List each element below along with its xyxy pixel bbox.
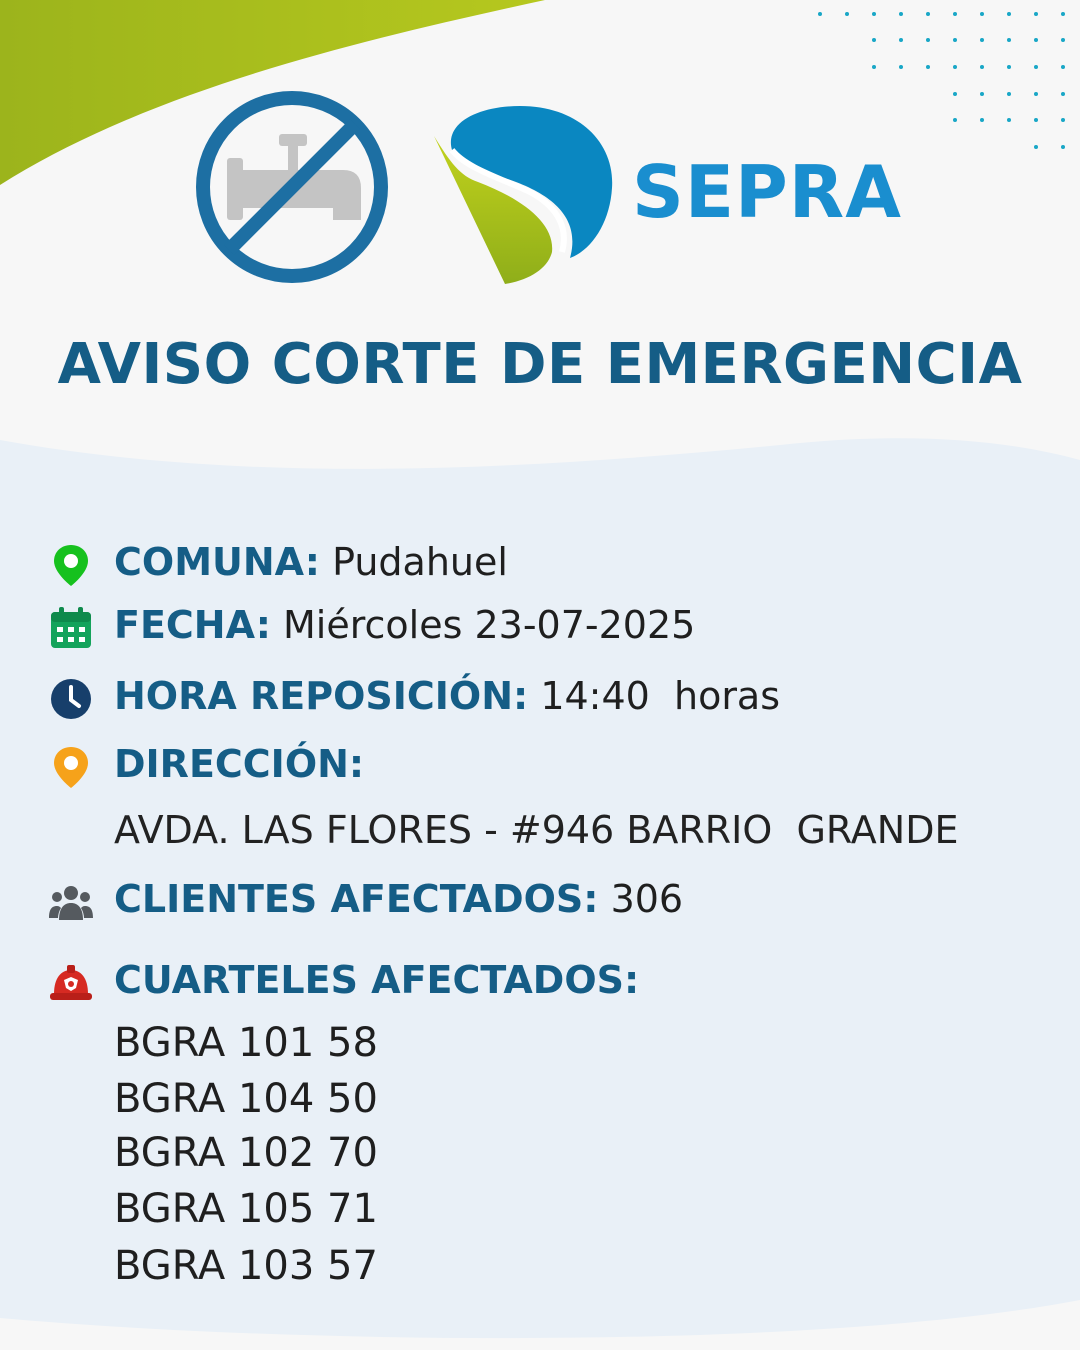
direccion-label: DIRECCIÓN: [114, 742, 365, 786]
no-water-icon [193, 88, 391, 286]
page-title: AVISO CORTE DE EMERGENCIA [57, 332, 1023, 397]
comuna-row [114, 540, 508, 584]
cuarteles-row [114, 958, 639, 1002]
calendar-icon [48, 605, 94, 651]
fecha-row [114, 603, 695, 647]
clientes-row [114, 877, 683, 921]
cuartel-item: BGRA 103 57 [114, 1243, 378, 1289]
direccion-value: AVDA. LAS FLORES - #946 BARRIO GRANDE [114, 808, 959, 852]
map-pin-orange-icon [48, 744, 94, 790]
comuna-label: COMUNA: [114, 540, 320, 584]
direccion-row [114, 742, 364, 786]
hora-label: HORA REPOSICIÓN: [114, 674, 529, 718]
comuna-value: Pudahuel [332, 540, 508, 584]
sepra-logo-icon [430, 102, 615, 287]
brand-name: SEPRA [632, 150, 902, 234]
clientes-value: 306 [610, 877, 684, 921]
cuartel-item: BGRA 101 58 [114, 1020, 378, 1066]
firefighter-helmet-icon [48, 960, 94, 1006]
clock-icon [48, 676, 94, 722]
cuarteles-label: CUARTELES AFECTADOS: [114, 958, 640, 1002]
hora-row [114, 674, 780, 718]
fecha-label: FECHA: [114, 603, 271, 647]
users-icon [48, 880, 94, 926]
cuartel-item: BGRA 102 70 [114, 1130, 378, 1176]
cuartel-item: BGRA 105 71 [114, 1186, 378, 1232]
map-pin-green-icon [48, 542, 94, 588]
fecha-value: Miércoles 23-07-2025 [283, 603, 696, 647]
cuartel-item: BGRA 104 50 [114, 1076, 378, 1122]
hora-value: 14:40 horas [540, 674, 781, 718]
clientes-label: CLIENTES AFECTADOS: [114, 877, 599, 921]
